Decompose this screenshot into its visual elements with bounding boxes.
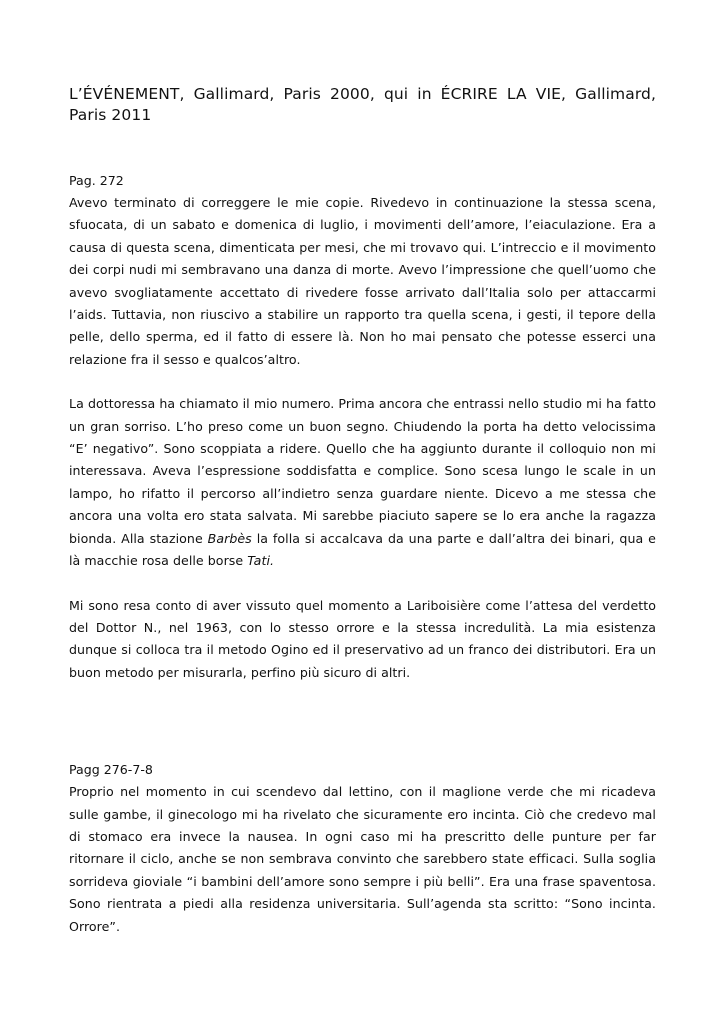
paragraph-3: Mi sono resa conto di aver vissuto quel momento a Lariboisière come l’attesa del verdetto del Dottor N., nel 1963, con lo stesso orrore e la stessa incredulità. La mia esistenza dunque si colloca tra il metodo Ogino ed il preservativo ad un franco dei distributori. Era un buon metodo per misurarla, perfino più sicuro di altri. <box>69 597 656 680</box>
spacer <box>69 573 656 595</box>
paragraph-2-text-a: La dottoressa ha chiamato il mio numero. Prima ancora che entrassi nello studio mi ha fatto un gran sorriso. L’ho preso come un buon segno. Chiudendo la porta ha detto velocissima “E’ negativo”. Sono scoppiata a ridere. Quello che ha aggiunto durante il colloquio non mi interessava. Aveva l’espressione soddisfatta e complice. Sono scesa lungo le scale in un lampo, ho rifatto il percorso all’indietro senza guardare niente. Dicevo a me stessa che ancora una volta ero stata salvata. Mi sarebbe piaciuto sapere se lo era anche la ragazza bionda. Alla stazione <box>69 396 656 546</box>
section-label-pag-272: Pag. 272 <box>69 173 124 188</box>
paragraph-4: Proprio nel momento in cui scendevo dal lettino, con il maglione verde che mi ricadeva sulle gambe, il ginecologo mi ha rivelato che sicuramente ero incinta. Ciò che credevo mal di stomaco era invece la nausea. In ogni caso mi ha prescritto delle punture per far ritornare il ciclo, anche se non sembrava convinto che sarebbero state efficaci. Sulla soglia sorrideva gioviale “i bambini dell’amore sono sempre i più belli”. Era una frase spaventosa. Sono rientrata a piedi alla residenza universitaria. Sull’agenda sta scritto: “Sono incinta. Orrore”. <box>69 784 656 934</box>
paragraph-2-text-b: la folla si accalcava da una parte e dall’altra dei binari, qua e là macchie rosa delle borse <box>69 530 656 569</box>
section-label-pagg-276: Pagg 276-7-8 <box>69 762 153 778</box>
paragraph-2-emphasis-tati: Tati. <box>247 553 275 569</box>
paragraph-2 <box>69 393 656 572</box>
paragraph-1: Avevo terminato di correggere le mie copie. Rivedevo in continuazione la stessa scena, sfuocata, di un sabato e domenica di luglio, i movimenti dell’amore, l’eiaculazione. Era a causa di questa scena, dimenticata per mesi, che mi trovavo qui. L’intreccio e il movimento dei corpi nudi mi sembravano una danza di morte. Avevo l’impressione che quell’uomo che avevo svogliatamente accettato di rivedere fosse arrivato dall’Italia solo per attaccarmi l’aids. Tuttavia, non riuscivo a stabilire un rapporto tra quella scena, i gesti, il tepore della pelle, dello sperma, ed il fatto di essere là. Non ho mai pensato che potesse esserci una relazione fra il sesso e qualcos’altro. <box>69 195 656 367</box>
document-title: L’ÉVÉNEMENT, Gallimard, Paris 2000, qui in ÉCRIRE LA VIE, Gallimard, Paris 2011 <box>69 85 656 124</box>
document-page <box>69 84 656 938</box>
spacer <box>69 371 656 393</box>
spacer <box>69 684 656 759</box>
spacer <box>69 126 656 170</box>
paragraph-2-emphasis-barbes: Barbès <box>207 530 252 546</box>
